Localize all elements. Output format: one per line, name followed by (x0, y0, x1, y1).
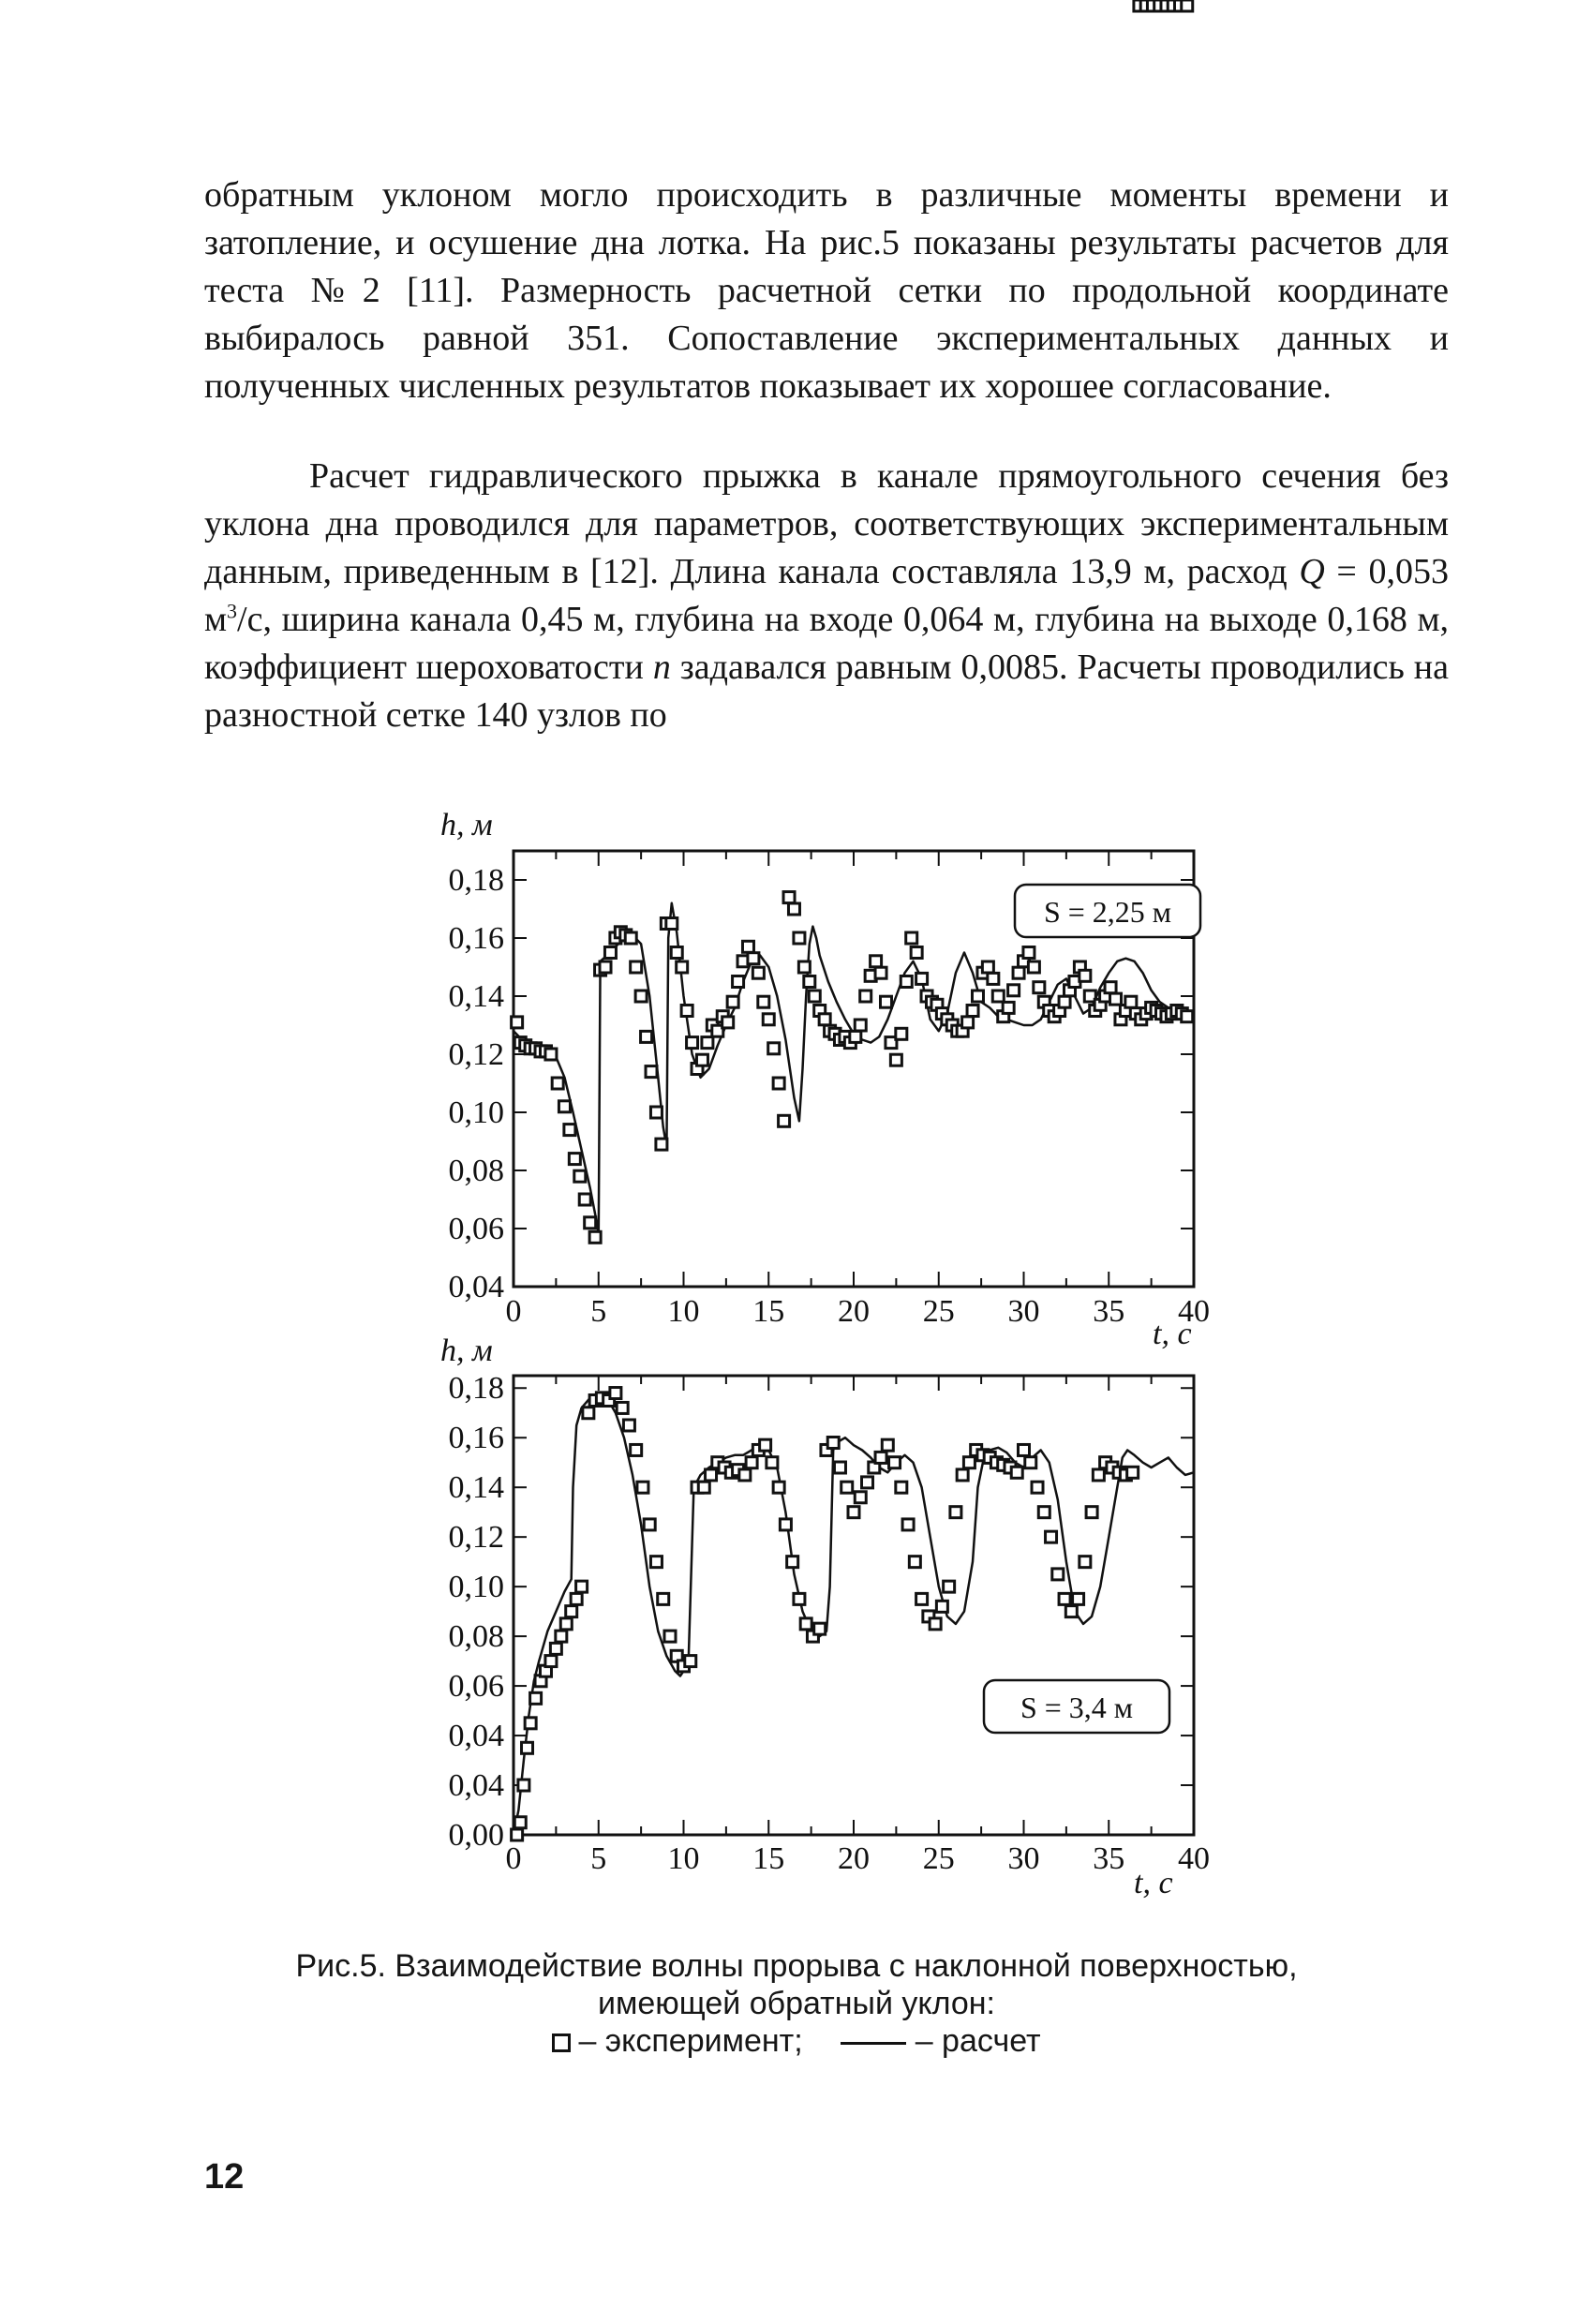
chart2-experiment-marker (916, 1593, 928, 1604)
chart1-experiment-marker (906, 932, 917, 944)
chart1-experiment-marker (696, 1054, 707, 1065)
chart1-experiment-marker (558, 1101, 570, 1112)
figure-caption-subtitle: имеющей обратный уклон: (597, 1986, 995, 2021)
chart1-experiment-marker (1003, 1002, 1014, 1013)
chart2-x-axis-label: t, с (1134, 1866, 1173, 1900)
chart2-x-tick-label: 20 (838, 1841, 870, 1876)
chart1-experiment-marker (819, 1014, 830, 1025)
chart1-experiment-marker (1105, 982, 1116, 993)
chart1-experiment-marker (1008, 985, 1020, 996)
calculation-line-icon (841, 2042, 906, 2045)
chart1-x-tick-label: 10 (667, 1294, 700, 1329)
legend-experiment-label: – эксперимент; (578, 2023, 803, 2059)
chart1-experiment-marker (916, 973, 928, 984)
chart1-experiment-marker (763, 1014, 774, 1025)
chart1-x-tick-label: 35 (1093, 1294, 1125, 1329)
chart2-experiment-marker (1011, 1467, 1022, 1478)
chart1-experiment-marker (962, 1017, 974, 1028)
chart1-experiment-marker (625, 932, 636, 944)
chart2-x-tick-label: 5 (590, 1841, 607, 1876)
roughness-symbol: n (652, 648, 671, 687)
chart1-experiment-marker (722, 1017, 734, 1028)
chart2-experiment-marker (862, 1477, 873, 1488)
legend-calculation-label: – расчет (915, 2023, 1041, 2059)
chart2-experiment-marker (650, 1557, 662, 1568)
chart2-experiment-marker (827, 1438, 839, 1449)
chart1-y-tick-label: 0,08 (448, 1154, 504, 1188)
chart1-y-tick-label: 0,18 (448, 863, 504, 898)
chart2-y-tick-label: 0,04 (448, 1768, 504, 1804)
chart2-experiment-marker (767, 1457, 778, 1468)
chart1-experiment-marker (552, 1078, 563, 1089)
chart1-experiment-marker (911, 947, 922, 959)
chart1-experiment-marker (855, 1020, 866, 1031)
chart2-experiment-marker (814, 1623, 826, 1634)
chart2-experiment-marker (1032, 1482, 1043, 1493)
chart2-experiment-marker (522, 1742, 533, 1753)
chart1-experiment-marker (758, 996, 769, 1007)
chart2-experiment-marker (794, 1593, 805, 1604)
chart2-experiment-marker (963, 1457, 975, 1468)
chart2-x-tick-label: 10 (667, 1841, 700, 1876)
chart2-experiment-marker (746, 1457, 757, 1468)
chart2-experiment-marker (889, 1457, 901, 1468)
chart1-experiment-marker (967, 1006, 978, 1017)
chart1-experiment-marker (875, 967, 886, 978)
chart2-y-tick-label: 0,14 (448, 1470, 504, 1506)
chart2-x-tick-label: 15 (752, 1841, 785, 1876)
chart1-experiment-marker (579, 1194, 590, 1205)
chart2-x-tick-label: 0 (505, 1841, 522, 1876)
chart2-experiment-marker (1086, 1507, 1097, 1518)
chart2-experiment-marker (773, 1482, 784, 1493)
chart1-experiment-marker (650, 1107, 662, 1118)
chart1-experiment-marker (1028, 961, 1039, 973)
chart2-experiment-marker (936, 1601, 947, 1612)
chart2-experiment-marker (957, 1469, 968, 1481)
chart2-experiment-marker (1019, 1444, 1030, 1455)
page-number: 12 (204, 2157, 245, 2197)
chart2-experiment-marker (896, 1482, 907, 1493)
experiment-marker-icon (552, 2034, 571, 2052)
chart2-experiment-marker (780, 1519, 791, 1530)
chart1-y-tick-label: 0,14 (448, 979, 504, 1014)
chart2-experiment-marker (787, 1557, 798, 1568)
chart2-experiment-marker (685, 1656, 696, 1667)
chart2-experiment-marker (610, 1388, 621, 1399)
chart1-experiment-marker (671, 947, 682, 959)
chart2-experiment-marker (518, 1780, 529, 1791)
chart1-experiment-marker (604, 947, 616, 959)
chart1-experiment-marker (589, 1231, 601, 1243)
chart1-experiment-marker (748, 953, 759, 964)
chart2-experiment-marker (514, 1817, 526, 1828)
chart2-experiment-marker (550, 1643, 561, 1654)
chart2-experiment-marker (950, 1507, 961, 1518)
chart1-experiment-marker (860, 991, 871, 1002)
figure-caption-title: Рис.5. Взаимодействие волны прорыва с наклонной поверхностью, (295, 1948, 1298, 1984)
chart1-experiment-marker (752, 967, 764, 978)
chart2-annotation-label: S = 3,4 м (1020, 1691, 1134, 1724)
chart2-experiment-marker (560, 1618, 572, 1630)
chart1-x-tick-label: 15 (752, 1294, 785, 1329)
chart1-experiment-marker (727, 996, 738, 1007)
chart1-y-tick-label: 0,10 (448, 1095, 504, 1130)
chart2-experiment-marker (637, 1482, 648, 1493)
chart1-experiment-marker (656, 1139, 667, 1150)
chart1-experiment-marker (687, 1037, 698, 1049)
chart1-experiment-marker (871, 956, 882, 967)
chart2-y-tick-label: 0,06 (448, 1669, 504, 1705)
chart1-experiment-marker (1034, 982, 1045, 993)
chart2-experiment-marker (631, 1444, 642, 1455)
chart1-experiment-marker (702, 1037, 713, 1049)
paragraph-2-part-a: Расчет гидравлического прыжка в канале прямоугольного сечения без уклона дна проводился для параметров, соответствующих экспериментальным данным, приведенным в [12]. Длина канала составляла 13,9 м, расход (204, 456, 1449, 591)
cubic-superscript: 3 (227, 599, 238, 623)
chart2-experiment-marker (571, 1593, 582, 1604)
chart1-experiment-marker (768, 1043, 780, 1054)
chart1-experiment-marker (631, 961, 642, 973)
chart2-experiment-marker (834, 1462, 845, 1473)
figure-legend (234, 2022, 1359, 2060)
chart2-y-tick-label: 0,00 (448, 1818, 504, 1853)
chart2-experiment-marker (583, 1408, 594, 1419)
discharge-symbol: Q (1299, 552, 1325, 591)
chart2-experiment-marker (800, 1618, 811, 1630)
paragraph-2-part-d: задавался равным 0,0085. Расчеты проводились на разностной сетке 140 узлов по (204, 648, 1449, 735)
chart2-experiment-marker (1093, 1469, 1104, 1481)
chart2-experiment-marker (530, 1692, 542, 1704)
chart2-experiment-marker (848, 1507, 859, 1518)
chart2-experiment-marker (566, 1606, 577, 1617)
chart2-experiment-marker (739, 1469, 751, 1481)
chart1-experiment-marker (972, 991, 983, 1002)
chart2-experiment-marker (658, 1593, 669, 1604)
chart1-experiment-marker (809, 991, 820, 1002)
chart2-calculated-line (514, 1393, 1194, 1836)
chart1-experiment-marker (880, 996, 891, 1007)
chart1-annotation-label: S = 2,25 м (1043, 895, 1172, 929)
chart1-experiment-marker (564, 1125, 575, 1136)
chart2-x-tick-label: 35 (1093, 1841, 1125, 1876)
chart1-x-tick-label: 0 (505, 1294, 522, 1329)
chart1-experiment-marker (794, 932, 805, 944)
chart1-experiment-marker (982, 961, 993, 973)
chart1-x-axis-label: t, с (1153, 1317, 1192, 1351)
chart2-experiment-marker (623, 1420, 634, 1431)
chart2-experiment-marker (930, 1618, 941, 1630)
chart1-experiment-marker (896, 1028, 907, 1039)
chart2-y-tick-label: 0,10 (448, 1570, 504, 1605)
chart2-experiment-marker (698, 1482, 709, 1493)
chart1-experiment-marker (641, 1031, 652, 1042)
chart1-experiment-marker (773, 1078, 784, 1089)
chart2-experiment-marker (576, 1581, 588, 1592)
chart2-experiment-marker (1073, 1593, 1084, 1604)
chart2-experiment-marker (1038, 1507, 1050, 1518)
chart2-experiment-marker (1127, 1467, 1139, 1478)
chart2-experiment-marker (525, 1718, 536, 1729)
chart1-experiment-marker (677, 961, 688, 973)
chart1-experiment-marker (733, 976, 744, 988)
chart2-x-tick-label: 25 (922, 1841, 955, 1876)
chart2-experiment-marker (855, 1492, 866, 1503)
chart2-experiment-marker (841, 1482, 853, 1493)
chart2-experiment-marker (1182, 0, 1193, 11)
chart1-experiment-marker (742, 941, 753, 952)
chart2-experiment-marker (1046, 1531, 1057, 1542)
chart1-experiment-marker (574, 1170, 586, 1182)
chart1-experiment-marker (798, 961, 810, 973)
chart2-experiment-marker (512, 1829, 523, 1840)
chart2-experiment-marker (617, 1402, 628, 1413)
chart2-experiment-marker (760, 1439, 771, 1451)
chart1-experiment-marker (788, 903, 799, 915)
chart2-experiment-marker (944, 1581, 955, 1592)
chart1-experiment-marker (890, 1054, 901, 1065)
chart2-experiment-marker (1079, 1557, 1091, 1568)
chart2-experiment-marker (644, 1519, 655, 1530)
chart2-experiment-marker (1025, 1457, 1036, 1468)
chart2-experiment-marker (909, 1557, 920, 1568)
chart1-x-tick-label: 30 (1007, 1294, 1040, 1329)
chart1-experiment-marker (569, 1154, 580, 1165)
chart1-experiment-marker (1079, 970, 1091, 981)
chart2-y-tick-label: 0,04 (448, 1719, 504, 1754)
chart1-experiment-marker (901, 976, 912, 988)
chart2-x-tick-label: 40 (1178, 1841, 1210, 1876)
chart1-experiment-marker (681, 1006, 692, 1017)
chart1-experiment-marker (646, 1066, 657, 1078)
chart2-experiment-marker (875, 1452, 886, 1463)
chart2-y-tick-label: 0,16 (448, 1421, 504, 1456)
chart2-experiment-marker (1065, 1606, 1077, 1617)
chart2-experiment-marker (1052, 1569, 1064, 1580)
chart1-experiment-marker (850, 1031, 861, 1042)
chart1-experiment-marker (1013, 967, 1024, 978)
chart1-experiment-marker (783, 892, 795, 903)
chart2-x-tick-label: 30 (1007, 1841, 1040, 1876)
chart2-experiment-marker (556, 1631, 567, 1642)
chart1-experiment-marker (635, 991, 647, 1002)
chart1-y-tick-label: 0,04 (448, 1270, 504, 1304)
chart1-experiment-marker (992, 991, 1004, 1002)
chart1-x-tick-label: 40 (1178, 1294, 1210, 1329)
chart2-experiment-marker (706, 1469, 717, 1481)
chart1-experiment-marker (545, 1049, 557, 1060)
chart2-experiment-marker (902, 1519, 914, 1530)
chart2-y-tick-label: 0,18 (448, 1371, 504, 1407)
chart1-experiment-marker (1110, 993, 1122, 1005)
chart1-y-tick-label: 0,12 (448, 1037, 504, 1072)
chart2-experiment-marker (882, 1439, 893, 1451)
chart2-experiment-marker (1059, 1593, 1070, 1604)
chart1-experiment-marker (804, 976, 815, 988)
chart1-x-tick-label: 5 (590, 1294, 607, 1329)
chart2-y-tick-label: 0,08 (448, 1619, 504, 1655)
chart1-y-axis-label: h, м (440, 808, 493, 842)
chart1-experiment-marker (1023, 947, 1035, 959)
chart1-experiment-marker (512, 1017, 523, 1028)
chart2-y-tick-label: 0,12 (448, 1520, 504, 1556)
chart2-experiment-marker (545, 1656, 557, 1667)
chart1-experiment-marker (1059, 996, 1070, 1007)
chart1-experiment-marker (666, 918, 677, 930)
paragraph-1: обратным уклоном могло происходить в различные моменты времени и затопление, и осушение дна лотка. На рис.5 показаны результаты расчетов для теста №2 [11]. Размерность расчетной сетки по продольной координате выбиралось равной 351. Сопоставление экспериментальных данных и полученных численных результатов показывает их хорошее согласование. (204, 175, 1449, 406)
chart1-experiment-marker (988, 973, 999, 984)
chart2-y-axis-label: h, м (440, 1333, 493, 1368)
paragraph-2-part-c: /с, ширина канала 0,45 м, глубина на входе 0,064 м, глубина на выходе 0,168 м, коэффициент шероховатости (204, 600, 1449, 687)
chart1-x-tick-label: 20 (838, 1294, 870, 1329)
chart1-experiment-marker (779, 1115, 790, 1126)
chart1-y-tick-label: 0,06 (448, 1212, 504, 1246)
chart1-y-tick-label: 0,16 (448, 921, 504, 956)
chart1-experiment-marker (1182, 1011, 1193, 1022)
chart1-x-tick-label: 25 (922, 1294, 955, 1329)
chart1-experiment-marker (1125, 996, 1137, 1007)
chart1-experiment-marker (600, 961, 611, 973)
chart1-experiment-marker (585, 1217, 596, 1229)
chart2-experiment-marker (664, 1631, 676, 1642)
paragraph-2-part-b: = 0,053 м (204, 552, 1449, 639)
